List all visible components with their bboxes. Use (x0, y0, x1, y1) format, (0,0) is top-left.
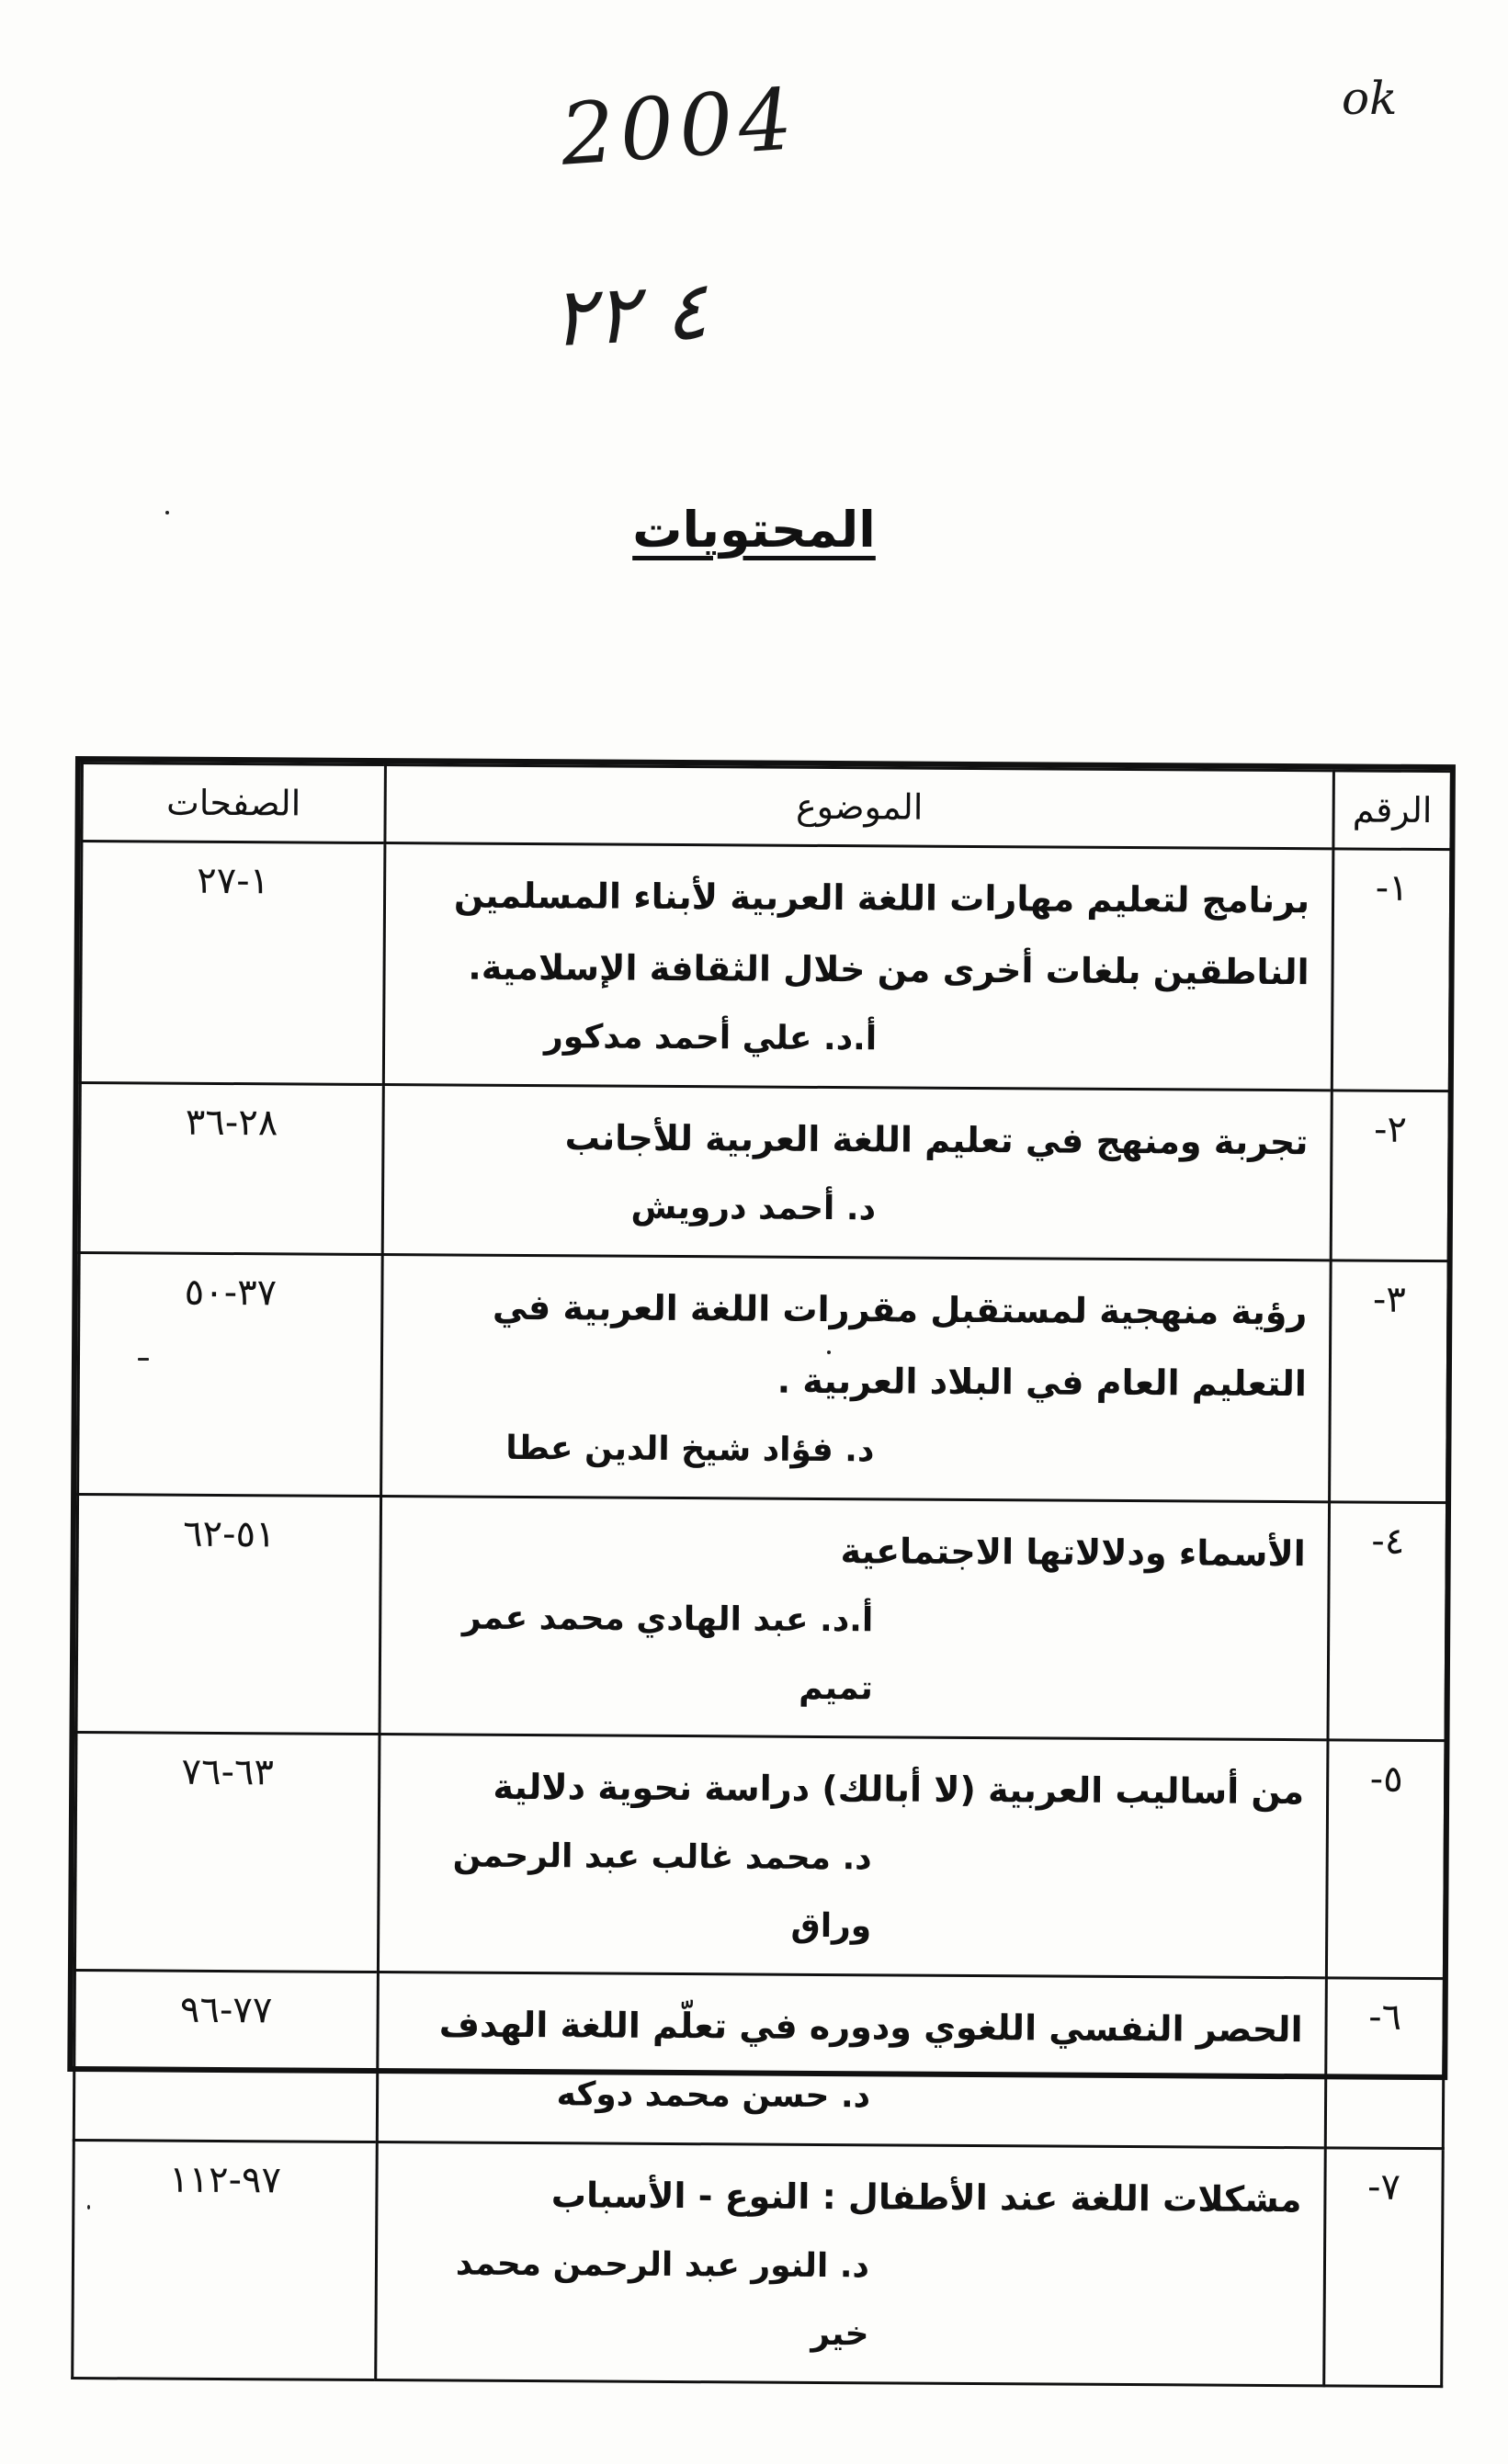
row-topic (381, 1255, 1332, 1502)
row-pages: ٩٧-١١٢ (73, 2141, 378, 2380)
row-number: ٣- (1330, 1260, 1449, 1503)
row-number: ٦- (1325, 1978, 1444, 2149)
row-topic (383, 843, 1333, 1091)
table-row (74, 1733, 1446, 1979)
topic-title: الحصر النفسي اللغوي ودوره في تعلّم اللغة الهدف (438, 2004, 1303, 2051)
table-row (78, 1253, 1449, 1503)
scan-speck (165, 511, 169, 514)
topic-title: من أساليب العربية (لا أبالك) دراسة نحوية دلالية (493, 1766, 1305, 1813)
topic-author: د. النور عبد الرحمن محمد خير (455, 2244, 870, 2354)
topic-author: د. أحمد درويش (630, 1188, 877, 1228)
row-topic (376, 2142, 1326, 2386)
row-number: ٢- (1331, 1091, 1449, 1261)
header-pages: الصفحات (82, 763, 386, 843)
scan-speck (138, 1358, 149, 1361)
header-number: الرقم (1333, 771, 1452, 850)
row-pages: ٣٧-٥٠ (78, 1253, 383, 1497)
topic-title: الأسماء ودلالاتها الاجتماعية (840, 1531, 1306, 1575)
topic-title: تجربة ومنهج في تعليم اللغة العربية للأجانب (564, 1117, 1309, 1163)
table-row (80, 842, 1451, 1091)
row-number: ٥- (1326, 1740, 1446, 1979)
topic-title: برنامج لتعليم مهارات اللغة العربية لأبناء المسلمين الناطقين بلغات أخرى من خلال الثقافة الإسلامية. (453, 875, 1310, 993)
row-number: ٧- (1324, 2148, 1444, 2387)
row-number: ٤- (1328, 1502, 1447, 1741)
topic-author: د. حسن محمد دوكه (556, 2075, 871, 2116)
row-pages: ٢٨-٣٦ (79, 1083, 383, 1255)
row-pages: ١-٢٧ (80, 842, 385, 1085)
topic-author: د. محمد غالب عبد الرحمن وراق (452, 1837, 872, 1946)
scan-speck (87, 2205, 90, 2210)
contents-table (67, 756, 1456, 2354)
topic-title: رؤية منهجية لمستقبل مقررات اللغة العربية في التعليم العام في البلاد العربية . (492, 1286, 1308, 1405)
row-topic (380, 1497, 1330, 1740)
row-pages: ٥١-٦٢ (76, 1495, 381, 1735)
table-row (76, 1495, 1447, 1741)
row-topic (377, 1972, 1326, 2148)
row-pages: ٦٣-٧٦ (74, 1733, 380, 1972)
scan-speck (827, 1351, 831, 1354)
topic-author: أ.د. علي أحمد مدكور (544, 1018, 878, 1058)
row-topic (378, 1735, 1328, 1978)
page-title: المحتويات (632, 501, 876, 559)
table-header-row (82, 763, 1451, 850)
header-topic: الموضوع (385, 765, 1334, 849)
row-number: ١- (1332, 849, 1451, 1091)
row-pages: ٧٧-٩٦ (74, 1971, 378, 2142)
handwritten-year: 2004 (557, 70, 801, 185)
handwritten-ok-mark: ok (1342, 72, 1398, 125)
table-row (74, 1971, 1444, 2149)
row-topic (382, 1085, 1332, 1260)
topic-title: مشكلات اللغة عند الأطفال : النوع - الأسباب (550, 2175, 1302, 2221)
topic-author: د. فؤاد شيخ الدين عطا (505, 1429, 875, 1470)
topic-author: أ.د. عبد الهادي محمد عمر تميم (461, 1599, 874, 1708)
table-row (73, 2141, 1444, 2387)
table-row (79, 1083, 1449, 1261)
handwritten-reference-number: ٤ ٢٢ (549, 262, 710, 366)
